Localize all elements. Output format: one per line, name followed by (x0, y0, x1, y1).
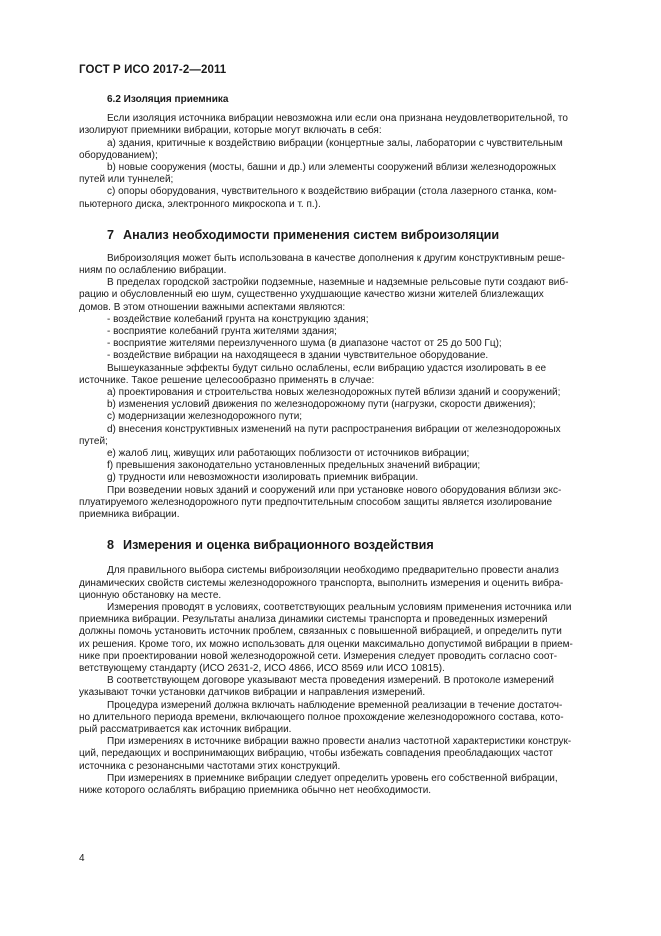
paragraph-line: При возведении новых зданий и сооружений или при установке нового оборудования вблизи экс- (107, 484, 562, 496)
section-number: 7 (107, 227, 115, 242)
paragraph-line: Процедура измерений должна включать наблюдение временной реализации в течение достаточ- (107, 699, 563, 711)
paragraph-line: их решения. Кроме того, их можно использовать для оценки максимально допустимой вибрации в прием- (79, 638, 573, 650)
list-item: c) модернизации железнодорожного пути; (107, 411, 303, 423)
paragraph-line: нике при проектировании новой железнодорожной сети. Измерения следует проводить согласно соот- (79, 650, 558, 662)
paragraph-line: источника с резонансными частотами этих конструкций. (79, 760, 341, 772)
section-7-body (79, 253, 614, 521)
paragraph-line: изолируют приемники вибрации, которые могут включать в себя: (79, 125, 382, 137)
list-item: a) проектирования и строительства новых железнодорожных путей вблизи зданий и сооружений; (107, 387, 561, 399)
paragraph-line: При измерениях в приемнике вибрации следует определить уровень его собственной вибрации, (107, 772, 558, 784)
paragraph-line: При измерениях в источнике вибрации важно провести анализ частотной характеристики конструк- (107, 736, 572, 748)
paragraph-line: В пределах городской застройки подземные, наземные и надземные рельсовые пути создают виб- (107, 277, 569, 289)
section-8-body (79, 565, 614, 797)
paragraph-line: ниям по ослаблению вибрации. (79, 265, 227, 277)
section-heading: Измерения и оценка вибрационного воздействия (123, 538, 434, 553)
list-item: d) внесения конструктивных изменений на пути распространения вибрации от железнодорожных (107, 423, 561, 435)
section-7-title (107, 227, 614, 243)
list-item: f) превышения законодательно установленных предельных значений вибрации; (107, 460, 481, 472)
list-item-continuation: пьютерного диска, электронного микроскопа и т. п.). (79, 198, 321, 210)
paragraph-line: ветствующему стандарту (ИСО 2631-2, ИСО 4866, ИСО 8569 или ИСО 10815). (79, 662, 445, 674)
paragraph-line: должны помочь установить источник проблем, связанных с повышенной вибрацией, и определить пути (79, 626, 562, 638)
paragraph-line: ниже которого ослаблять вибрацию приемника обычно нет необходимости. (79, 784, 432, 796)
paragraph-line: В соответствующем договоре указывают места проведения измерений. В протоколе измерений (107, 675, 554, 687)
list-item-continuation: путей или туннелей; (79, 174, 174, 186)
section-8-title (107, 537, 614, 553)
subsection-6-2-title: 6.2 Изоляция приемника (107, 94, 229, 105)
paragraph-line: домов. В этом отношении важными аспектами являются: (79, 301, 346, 313)
paragraph-line: ций, передающих и воспринимающих вибрацию, чтобы избежать совпадения преобладающих частот (79, 748, 554, 760)
page-number: 4 (79, 853, 85, 864)
list-item: b) изменения условий движения по железнодорожному пути (нагрузки, скорости движения); (107, 399, 536, 411)
list-item: a) здания, критичные к воздействию вибрации (концертные залы, лаборатории с чувствительным (107, 137, 563, 149)
dash-list-item: - восприятие колебаний грунта жителями здания; (107, 326, 337, 338)
paragraph-line: плуатируемого железнодорожного пути предпочтительным способом защиты является изолирование (79, 496, 553, 508)
dash-list-item: - воздействие вибрации на находящееся в здании чувствительное оборудование. (107, 350, 489, 362)
list-item: g) трудности или невозможности изолировать приемник вибрации. (107, 472, 419, 484)
paragraph-line: но длительного периода времени, включающего полное прохождение железнодорожного состава, кото- (79, 711, 564, 723)
paragraph-line: Виброизоляция может быть использована в качестве дополнения к другим конструктивным реше- (107, 252, 565, 264)
document-code-header: ГОСТ Р ИСО 2017-2—2011 (79, 64, 227, 76)
dash-list-item: - воздействие колебаний грунта на конструкцию здания; (107, 313, 369, 325)
paragraph-line: указывают точки установки датчиков вибрации и направления измерений. (79, 687, 426, 699)
paragraph-line: приемника вибрации. (79, 509, 180, 521)
paragraph-line: приемника вибрации. Результаты анализа динамики системы транспорта и проведенных измерений (79, 614, 548, 626)
paragraph-line: ционную обстановку на месте. (79, 589, 222, 601)
paragraph-line: рацию и обусловленный ею шум, существенно ухудшающие качество жизни жителей близлежащих (79, 289, 544, 301)
paragraph-line: Если изоляция источника вибрации невозможна или если она признана неудовлетворительной, то (107, 113, 568, 125)
paragraph-line: Вышеуказанные эффекты будут сильно ослаблены, если вибрацию удастся изолировать в ее (107, 362, 547, 374)
list-item-continuation: путей; (79, 435, 108, 447)
paragraph-line: источнике. Такое решение целесообразно применять в случае: (79, 374, 375, 386)
list-item: c) опоры оборудования, чувствительного к воздействию вибрации (стола лазерного станка, ком- (107, 186, 557, 198)
paragraph-line: Измерения проводят в условиях, соответствующих реальным условиям применения источника или (107, 601, 572, 613)
dash-list-item: - восприятие жителями переизлученного шума (в диапазоне частот от 25 до 500 Гц); (107, 338, 502, 350)
paragraph-line: рый рассматривается как источник вибрации. (79, 723, 292, 735)
list-item: e) жалоб лиц, живущих или работающих поблизости от источников вибрации; (107, 448, 470, 460)
list-item: b) новые сооружения (мосты, башни и др.) или элементы сооружений вблизи железнодорожных (107, 162, 556, 174)
paragraph-line: Для правильного выбора системы виброизоляции необходимо предварительно провести анализ (107, 565, 559, 577)
section-heading: Анализ необходимости применения систем виброизоляции (123, 227, 500, 242)
list-item-continuation: оборудованием); (79, 149, 158, 161)
subsection-6-2-body (79, 113, 614, 211)
document-body (79, 94, 614, 797)
section-number: 8 (107, 538, 115, 553)
paragraph-line: динамических свойств системы железнодорожного транспорта, выполнить измерения и оценить вибра- (79, 577, 564, 589)
